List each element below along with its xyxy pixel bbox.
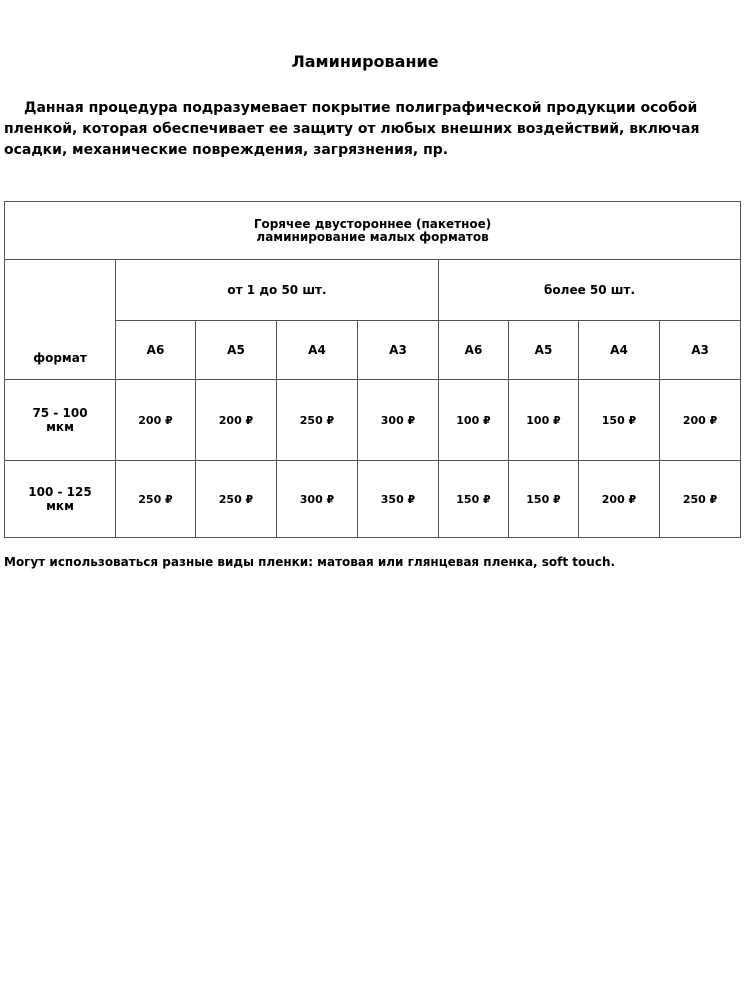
price-cell: 150 ₽: [579, 380, 660, 461]
price-cell: 250 ₽: [277, 380, 358, 461]
format-header-cell: формат: [5, 260, 116, 380]
table-header-cell: [5, 202, 741, 260]
price-cell: 150 ₽: [509, 461, 579, 538]
price-cell: 300 ₽: [358, 380, 439, 461]
page-title: Ламинирование: [291, 52, 439, 71]
size-header-cell: А5: [509, 321, 579, 380]
price-cell: 300 ₽: [277, 461, 358, 538]
thickness-cell: [5, 461, 116, 538]
thickness-range: 100 - 125: [28, 485, 92, 499]
size-header-cell: А5: [196, 321, 277, 380]
film-types-note: Могут использоваться разные виды пленки: матовая или глянцевая пленка, soft touch.: [4, 555, 616, 569]
price-cell: 350 ₽: [358, 461, 439, 538]
intro-text: Данная процедура подразумевает покрытие полиграфической продукции особой пленкой, которая обеспечивает ее защиту от любых внешних воздействий, включая осадки, механические повреждения, загрязнения, пр.: [4, 100, 700, 158]
table-header-line-2: ламинирование малых форматов: [256, 229, 489, 244]
quantity-header-row: [5, 260, 741, 321]
price-cell: 250 ₽: [116, 461, 196, 538]
price-cell: 200 ₽: [660, 380, 741, 461]
price-cell: 200 ₽: [196, 380, 277, 461]
size-header-row: [5, 321, 741, 380]
price-cell: 100 ₽: [509, 380, 579, 461]
thickness-unit: мкм: [46, 499, 74, 513]
table-header-line-1: Горячее двустороннее (пакетное): [253, 216, 492, 231]
table-row: [5, 461, 741, 538]
price-cell: 100 ₽: [439, 380, 509, 461]
price-cell: 150 ₽: [439, 461, 509, 538]
price-cell: 200 ₽: [579, 461, 660, 538]
size-header-cell: А6: [116, 321, 196, 380]
size-header-cell: А4: [277, 321, 358, 380]
quantity-group-2: более 50 шт.: [439, 260, 741, 321]
quantity-group-1: от 1 до 50 шт.: [116, 260, 439, 321]
size-header-cell: А4: [579, 321, 660, 380]
thickness-unit: мкм: [46, 420, 74, 434]
intro-paragraph: [4, 98, 704, 161]
price-cell: 250 ₽: [660, 461, 741, 538]
table-row: [5, 380, 741, 461]
thickness-range: 75 - 100: [32, 406, 88, 420]
thickness-cell: [5, 380, 116, 461]
table-header-row: [5, 202, 741, 260]
price-cell: 250 ₽: [196, 461, 277, 538]
size-header-cell: А3: [660, 321, 741, 380]
size-header-cell: А6: [439, 321, 509, 380]
lamination-price-table: [4, 201, 741, 538]
price-cell: 200 ₽: [116, 380, 196, 461]
size-header-cell: А3: [358, 321, 439, 380]
